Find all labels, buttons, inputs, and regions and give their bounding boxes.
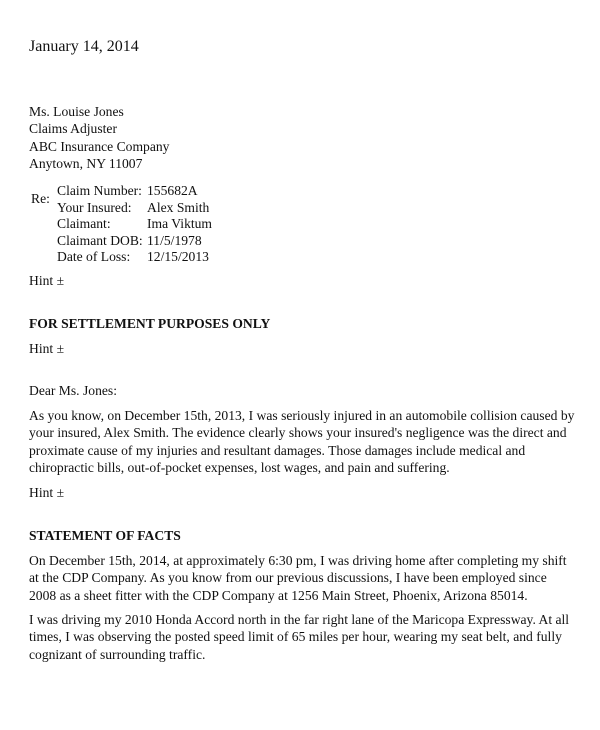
claim-value: 12/15/2013 xyxy=(147,249,209,264)
paragraph-line: chiropractic bills, out-of-pocket expenses, lost wages, and pain and suffering. xyxy=(29,460,450,476)
claim-key: Claimant: xyxy=(57,216,111,231)
recipient-name: Ms. Louise Jones xyxy=(29,104,124,119)
claim-key: Claimant DOB: xyxy=(57,232,143,248)
claim-value: 11/5/1978 xyxy=(147,232,202,248)
facts-paragraph-2 xyxy=(29,611,577,663)
salutation: Dear Ms. Jones: xyxy=(29,383,117,398)
paragraph-line: at the CDP Company. As you know from our previous discussions, I have been employed since xyxy=(29,570,547,586)
claim-row xyxy=(57,233,212,250)
re-label: Re: xyxy=(31,191,50,206)
settlement-heading: FOR SETTLEMENT PURPOSES ONLY xyxy=(29,316,271,331)
recipient-company: ABC Insurance Company xyxy=(29,138,170,154)
paragraph-line: I was driving my 2010 Honda Accord north in the far right lane of the Maricopa Expressway. At all xyxy=(29,612,570,627)
paragraph-line: times, I was observing the posted speed limit of 65 miles per hour, wearing my seat belt, and fully xyxy=(29,629,562,645)
claim-value: Ima Viktum xyxy=(147,216,213,231)
facts-heading: STATEMENT OF FACTS xyxy=(29,528,181,543)
claim-key: Claim Number: xyxy=(57,183,142,198)
paragraph-line: 2008 as a sheet fitter with the CDP Company at 1256 Main Street, Phoenix, Arizona 85014. xyxy=(29,587,528,603)
claim-row xyxy=(57,249,212,266)
paragraph-line: As you know, on December 15th, 2013, I was seriously injured in an automobile collision caused by xyxy=(29,408,575,423)
paragraph-line: cognizant of surrounding traffic. xyxy=(29,646,206,662)
letter-date: January 14, 2014 xyxy=(29,38,139,55)
recipient-address xyxy=(29,103,169,173)
claim-key: Date of Loss: xyxy=(57,249,131,264)
recipient-title: Claims Adjuster xyxy=(29,121,117,137)
recipient-city: Anytown, NY 11007 xyxy=(29,156,143,172)
claim-row xyxy=(57,183,212,200)
claim-row xyxy=(57,216,212,233)
paragraph-line: proximate cause of my injuries and resultant damages. Those damages include medical and xyxy=(29,442,526,458)
claim-value: Alex Smith xyxy=(147,199,210,215)
paragraph-line: On December 15th, 2014, at approximately 6:30 pm, I was driving home after completing my shift xyxy=(29,553,567,568)
claim-row xyxy=(57,200,212,217)
facts-paragraph-1 xyxy=(29,552,577,604)
hint-text: Hint ± xyxy=(29,341,65,356)
claim-details-table xyxy=(57,183,212,266)
hint-text: Hint ± xyxy=(29,273,65,288)
claim-value: 155682A xyxy=(147,183,198,198)
hint-text: Hint ± xyxy=(29,485,65,500)
claim-key: Your Insured: xyxy=(57,199,132,215)
intro-paragraph xyxy=(29,407,577,477)
paragraph-line: your insured, Alex Smith. The evidence clearly shows your insured's negligence was the direct and xyxy=(29,425,567,441)
